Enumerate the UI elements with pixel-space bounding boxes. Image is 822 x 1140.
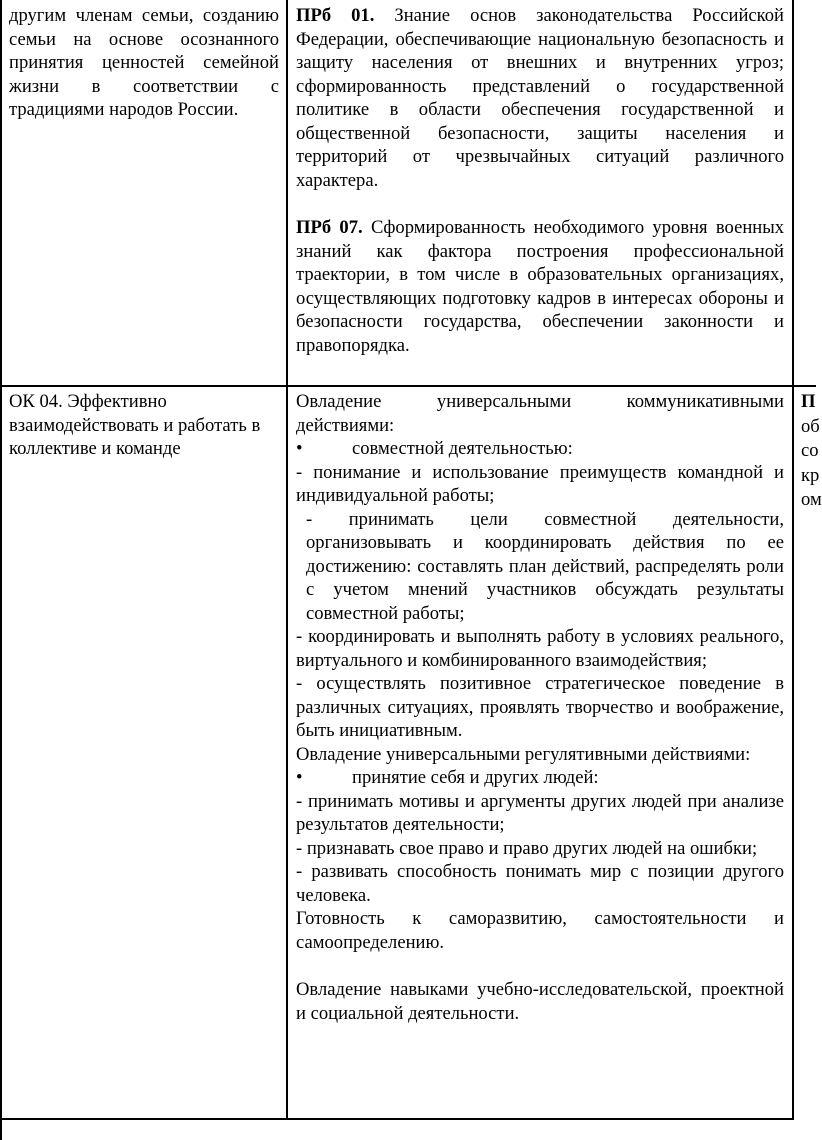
research-text: Овладение навыками учебно-исследовательской, проектной и социальной деятельности.	[296, 979, 784, 1024]
row2-right-cell-clipped	[801, 390, 822, 513]
comm-item-4: - осуществлять позитивное стратегическое поведение в различных ситуациях, проявлять творчество и воображение, быть инициативным.	[296, 673, 784, 741]
cut-line-4: кр	[801, 464, 820, 486]
prb07-label: ПРб 07.	[296, 217, 363, 238]
reg-heading: Овладение универсальными регулятивными действиями:	[296, 743, 751, 765]
row1-left-text: другим членам семьи, созданию семьи на основе осознанного принятия ценностей семейной жизни в соответствии с традициями народов России.	[9, 5, 279, 120]
reg-item-2: - признавать свое право и право других людей на ошибки;	[296, 837, 758, 859]
bullet-icon: •	[296, 767, 303, 788]
row2-results-cell	[296, 390, 784, 1025]
prb07-paragraph	[296, 216, 784, 357]
cut-line-5: ом	[801, 489, 822, 510]
table-row-divider	[0, 385, 816, 387]
comm-bullet-text: совместной деятельностью:	[352, 438, 573, 459]
prb01-label: ПРб 01.	[296, 5, 375, 26]
comm-item-2: - принимать цели совместной деятельности, организовывать и координировать действия по ее достижению: составлять план действий, распределять роли с учетом мнений участников обсуждать результаты совместной работы;	[306, 508, 784, 624]
reg-bullet-text: принятие себя и других людей:	[352, 767, 599, 788]
readiness-text: Готовность к саморазвитию, самостоятельности и самоопределению.	[296, 908, 784, 953]
cut-line-1: П	[801, 391, 816, 412]
row1-results-cell	[296, 4, 784, 357]
reg-item-1: - принимать мотивы и аргументы других людей при анализе результатов деятельности;	[296, 790, 784, 835]
table-border-col2	[792, 0, 794, 1120]
cut-line-3: со	[801, 440, 819, 461]
table-border-col1	[286, 0, 288, 1120]
cut-line-2: об	[801, 415, 820, 437]
reg-item-3: - развивать способность понимать мир с позиции другого человека.	[296, 861, 784, 906]
row2-left-cell	[9, 390, 284, 461]
table-bottom-border	[0, 1118, 794, 1120]
comm-item-1: - понимание и использование преимуществ командной и индивидуальной работы;	[296, 461, 784, 506]
prb07-text: Сформированность необходимого уровня военных знаний как фактора построения профессиональной траектории, в том числе в образовательных организациях, осуществляющих подготовку кадров в интересах обороны и безопасности государства, обеспечении законности и правопорядка.	[296, 217, 785, 356]
comm-item-3: - координировать и выполнять работу в условиях реального, виртуального и комбинированного взаимодействия;	[296, 626, 784, 671]
bullet-icon: •	[296, 438, 303, 459]
comm-heading: Овладение универсальными коммуникативными действиями:	[296, 391, 784, 436]
comm-bullet-item	[296, 437, 784, 461]
row1-left-cell	[9, 4, 279, 122]
ok04-text: ОК 04. Эффективно взаимодействовать и работать в коллективе и команде	[9, 391, 261, 459]
reg-bullet-item	[296, 766, 784, 790]
prb01-paragraph	[296, 4, 784, 192]
table-border-left	[0, 0, 2, 1140]
prb01-text: Знание основ законодательства Российской Федерации, обеспечивающие национальную безопасность и защиту населения от внешних и внутренних угроз; сформированность представлений о государственной политике в области обеспечения государственной и общественной безопасности, защиты населения и территорий от чрезвычайных ситуаций различного характера.	[296, 5, 784, 191]
